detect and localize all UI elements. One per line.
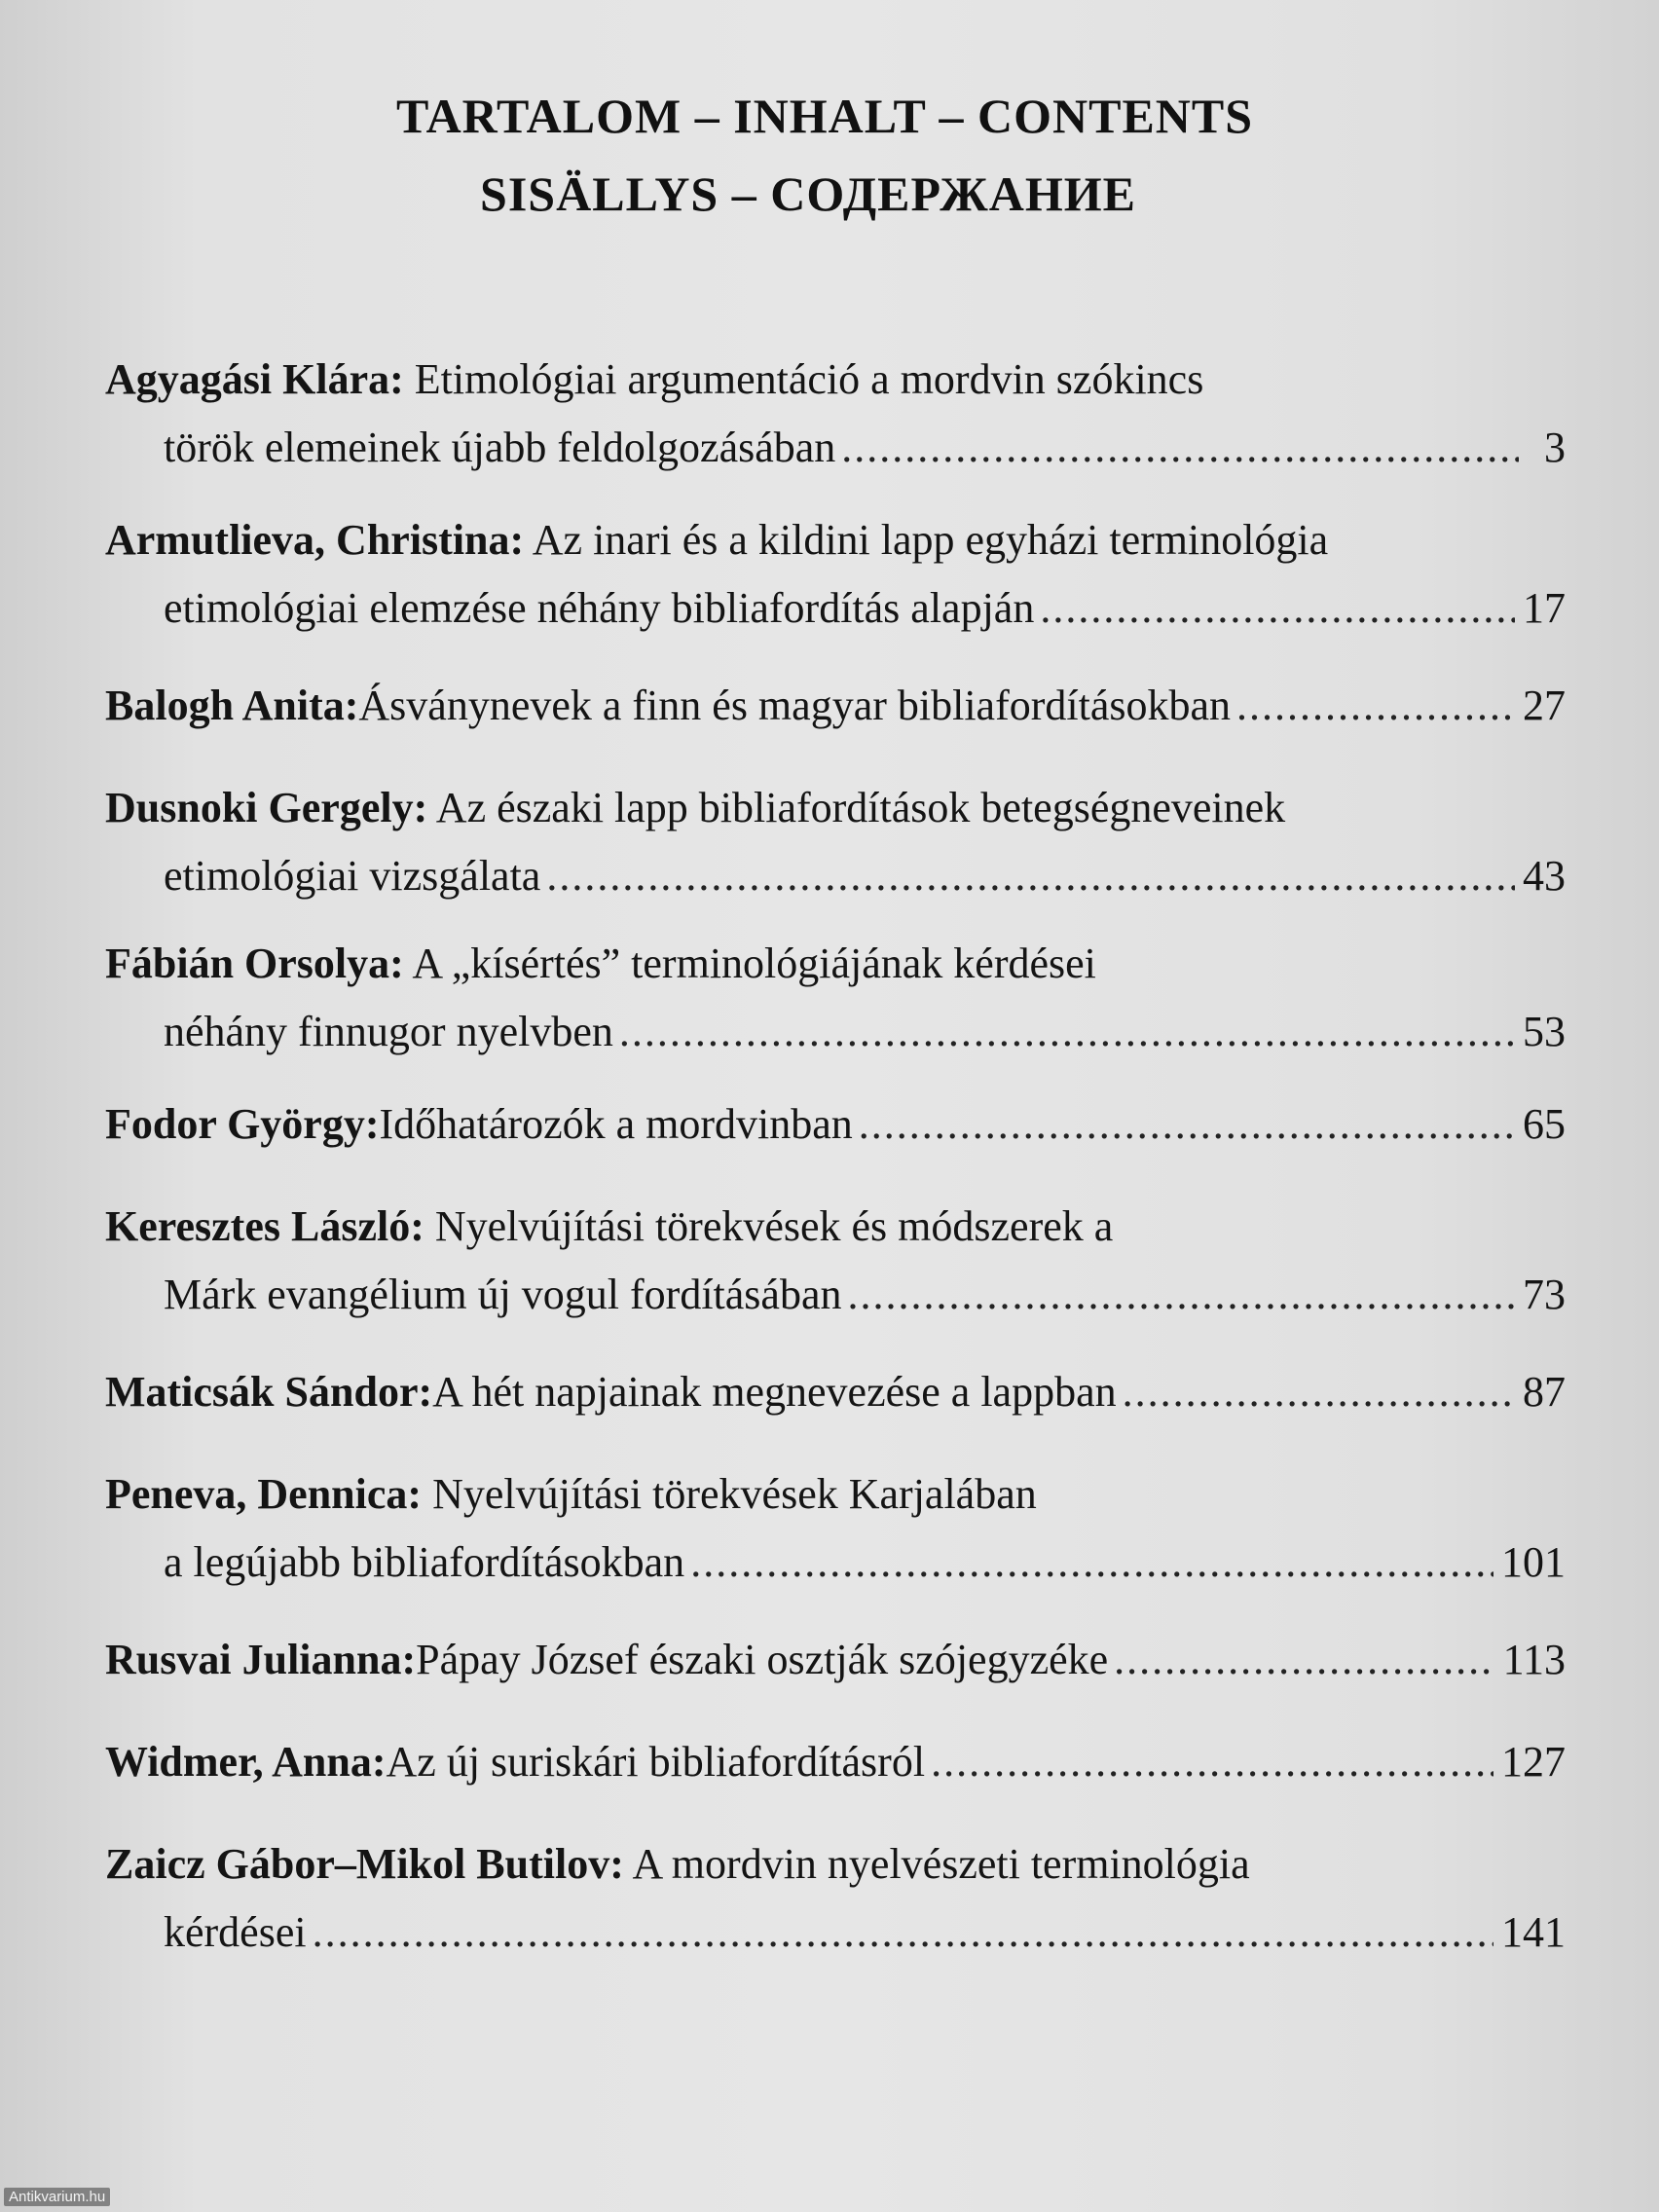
entry-author: Zaicz Gábor–Mikol Butilov:	[105, 1840, 624, 1888]
entry-page-number: 3	[1544, 424, 1566, 471]
entry-title: Pápay József északi osztják szójegyzéke	[416, 1636, 1109, 1683]
watermark-label: Antikvarium.hu	[4, 2188, 110, 2206]
entry-author: Dusnoki Gergely:	[105, 784, 428, 831]
toc-entry	[105, 1358, 1566, 1426]
entry-page-number: 127	[1501, 1738, 1566, 1786]
dot-leader	[313, 1899, 1493, 1967]
toc-entry	[105, 346, 1566, 482]
entry-page-number: 53	[1523, 1008, 1566, 1055]
entry-title: A „kísértés” terminológiájának kérdései	[403, 940, 1096, 987]
entry-author: Maticsák Sándor:	[105, 1368, 433, 1416]
entry-title-continued: néhány finnugor nyelvben	[164, 1008, 613, 1055]
entry-author: Balogh Anita:	[105, 682, 359, 729]
toc-entry	[105, 506, 1566, 643]
entry-title: Nyelvújítási törekvések Karjalában	[422, 1470, 1037, 1518]
entry-title-continued: török elemeinek újabb feldolgozásában	[164, 424, 836, 471]
dot-leader	[619, 998, 1515, 1066]
entry-title-continued: Márk evangélium új vogul fordításában	[164, 1271, 842, 1318]
entry-title-continued: etimológiai vizsgálata	[164, 852, 541, 900]
dot-leader	[847, 1261, 1515, 1329]
entry-page-number: 87	[1523, 1368, 1566, 1416]
entry-author: Fábián Orsolya:	[105, 940, 404, 987]
dot-leader	[1123, 1358, 1515, 1426]
entry-page-number: 27	[1523, 682, 1566, 729]
entry-page-number: 17	[1523, 584, 1566, 632]
entry-title: Nyelvújítási törekvések és módszerek a	[424, 1202, 1114, 1250]
page-title: TARTALOM – INHALT – CONTENTS	[395, 89, 1254, 143]
dot-leader	[690, 1529, 1493, 1597]
entry-title: A hét napjainak megnevezése a lappban	[432, 1368, 1117, 1416]
entry-author: Rusvai Julianna:	[105, 1636, 417, 1683]
toc-entry	[105, 672, 1566, 740]
toc-entry	[105, 1830, 1566, 1967]
dot-leader	[546, 842, 1515, 910]
entry-author: Keresztes László:	[105, 1202, 424, 1250]
dot-leader	[1040, 574, 1515, 643]
dot-leader	[931, 1728, 1493, 1796]
entry-page-number: 73	[1523, 1271, 1566, 1318]
toc-entry	[105, 1460, 1566, 1597]
entry-title-continued: kérdései	[164, 1908, 307, 1956]
entry-page-number: 101	[1501, 1538, 1566, 1586]
toc-entry	[105, 774, 1566, 910]
entry-author: Armutlieva, Christina:	[105, 516, 525, 564]
entry-title-continued: etimológiai elemzése néhány bibliafordítás alapján	[164, 584, 1035, 632]
page-subtitle: SISÄLLYS – СОДЕРЖАНИЕ	[480, 166, 1136, 221]
entry-title: A mordvin nyelvészeti terminológia	[623, 1840, 1250, 1888]
toc-entry	[105, 1193, 1566, 1329]
toc-entry	[105, 1728, 1566, 1796]
entry-author: Widmer, Anna:	[105, 1738, 387, 1786]
entry-page-number: 43	[1523, 852, 1566, 900]
toc-entry	[105, 1626, 1566, 1694]
dot-leader	[841, 414, 1519, 482]
dot-leader	[1236, 672, 1515, 740]
entry-page-number: 141	[1501, 1908, 1566, 1956]
dot-leader	[1114, 1626, 1494, 1694]
entry-title: Ásványnevek a finn és magyar bibliafordításokban	[358, 682, 1232, 729]
entry-title: Időhatározók a mordvinban	[379, 1100, 853, 1148]
entry-author: Agyagási Klára:	[105, 355, 404, 403]
toc-entry	[105, 930, 1566, 1066]
entry-title: Az inari és a kildini lapp egyházi terminológia	[524, 516, 1329, 564]
entry-page-number: 65	[1523, 1100, 1566, 1148]
entry-author: Peneva, Dennica:	[105, 1470, 423, 1518]
entry-author: Fodor György:	[105, 1100, 380, 1148]
entry-title: Az északi lapp bibliafordítások betegségneveinek	[427, 784, 1286, 831]
entry-title: Etimológiai argumentáció a mordvin szókincs	[403, 355, 1204, 403]
toc-entry	[105, 1090, 1566, 1159]
dot-leader	[859, 1090, 1515, 1159]
entry-title-continued: a legújabb bibliafordításokban	[164, 1538, 685, 1586]
entry-title: Az új suriskári bibliafordításról	[386, 1738, 926, 1786]
entry-page-number: 113	[1502, 1636, 1566, 1683]
